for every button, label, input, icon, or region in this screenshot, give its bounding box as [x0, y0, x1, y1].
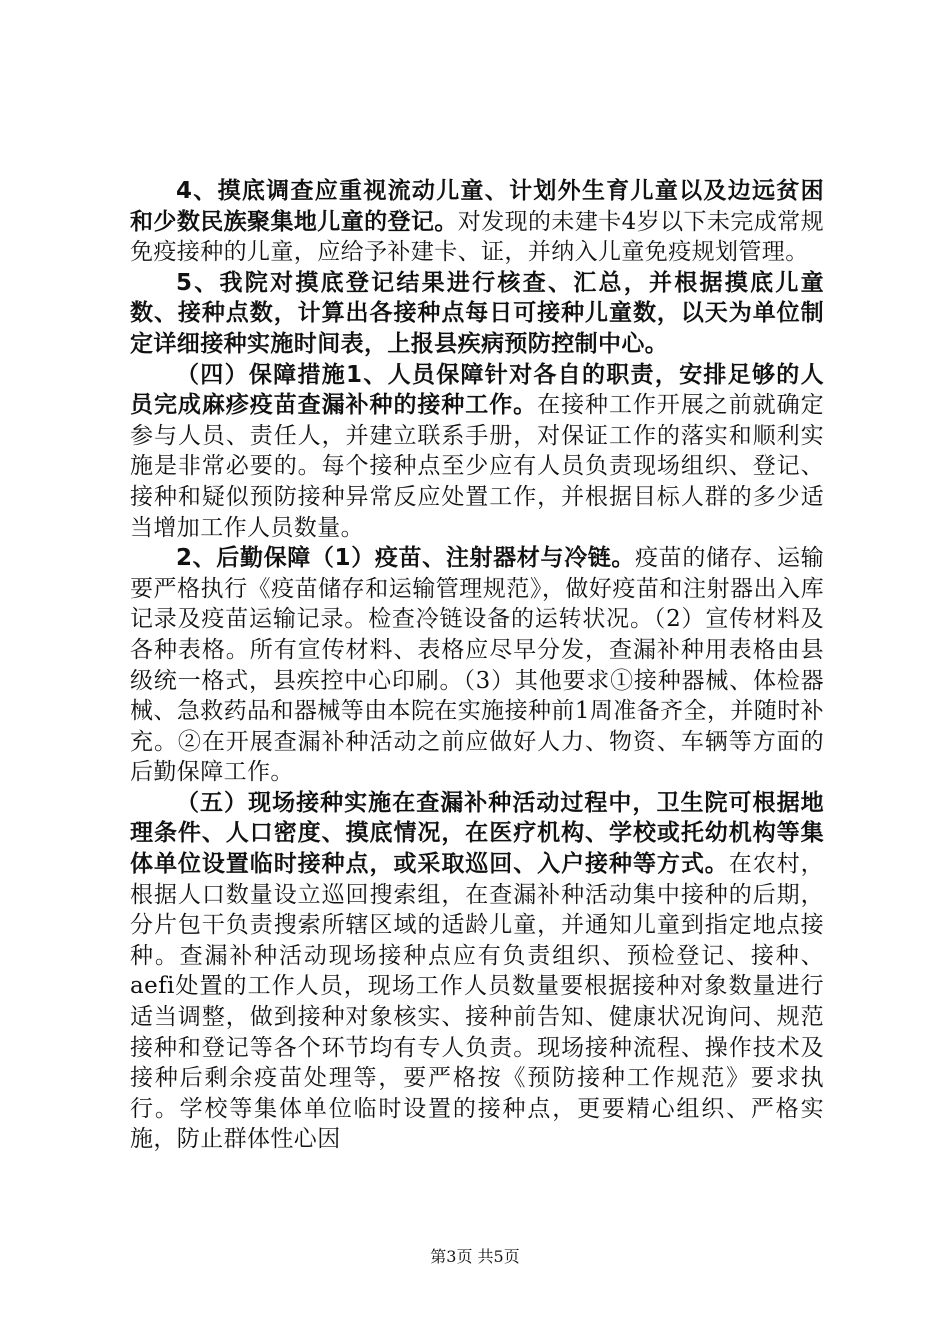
paragraph-4-lead: 2、后勤保障（1）疫苗、注射器材与冷链。 — [176, 545, 636, 572]
paragraph-3-lead: （四）保障措施1、人员保障针对各自的职责，安排足够的人员完成麻疹疫苗查漏补种的接种工作。 — [130, 361, 824, 419]
paragraph-2 — [130, 268, 824, 360]
paragraph-1-body: 对发现的未建卡4岁以下未完成常规免疫接种的儿童，应给予补建卡、证，并纳入儿童免疫规划管理。 — [130, 208, 824, 266]
page-footer: 第3页 共5页 — [430, 1247, 520, 1266]
paragraph-2-lead: 5、我院对摸底登记结果进行核查、汇总，并根据摸底儿童数、接种点数，计算出各接种点每日可接种儿童数，以天为单位制定详细接种实施时间表，上报县疾病预防控制中心。 — [130, 269, 824, 357]
paragraph-1 — [130, 176, 824, 268]
paragraph-4 — [130, 543, 824, 788]
paragraph-1-lead: 4、摸底调查应重视流动儿童、计划外生育儿童以及边远贫困和少数民族聚集地儿童的登记。 — [130, 178, 824, 235]
document-body — [130, 176, 824, 1155]
paragraph-3-body: 在接种工作开展之前就确定参与人员、责任人，并建立联系手册，对保证工作的落实和顺利实施是非常必要的。每个接种点至少应有人员负责现场组织、登记、接种和疑似预防接种异常反应处置工作，并根据目标人群的多少适当增加工作人员数量。 — [130, 392, 824, 541]
paragraph-3 — [130, 360, 824, 544]
paragraph-5 — [130, 788, 824, 1155]
paragraph-5-lead: （五）现场接种实施在查漏补种活动过程中，卫生院可根据地理条件、人口密度、摸底情况，在医疗机构、学校或托幼机构等集体单位设置临时接种点，或采取巡回、入户接种等方式。 — [130, 789, 824, 878]
paragraph-5-body: 在农村，根据人口数量设立巡回搜索组，在查漏补种活动集中接种的后期，分片包干负责搜索所辖区域的适龄儿童，并通知儿童到指定地点接种。查漏补种活动现场接种点应有负责组织、预检登记、接种、aefi处置的工作人员，现场工作人员数量要根据接种对象数量进行适当调整，做到接种对象核实、接种前告知、健康状况询问、规范接种和登记等各个环节均有专人负责。现场接种流程、操作技术及接种后剩余疫苗处理等，要严格按《预防接种工作规范》要求执行。学校等集体单位临时设置的接种点，更要精心组织、严格实施，防止群体性心因 — [130, 851, 824, 1153]
paragraph-4-body: 疫苗的储存、运输要严格执行《疫苗储存和运输管理规范》，做好疫苗和注射器出入库记录及疫苗运输记录。检查冷链设备的运转状况。（2）宣传材料及各种表格。所有宣传材料、表格应尽早分发，查漏补种用表格由县级统一格式，县疾控中心印刷。（3）其他要求①接种器械、体检器械、急救药品和器械等由本院在实施接种前1周准备齐全，并随时补充。②在开展查漏补种活动之前应做好人力、物资、车辆等方面的后勤保障工作。 — [130, 545, 824, 786]
